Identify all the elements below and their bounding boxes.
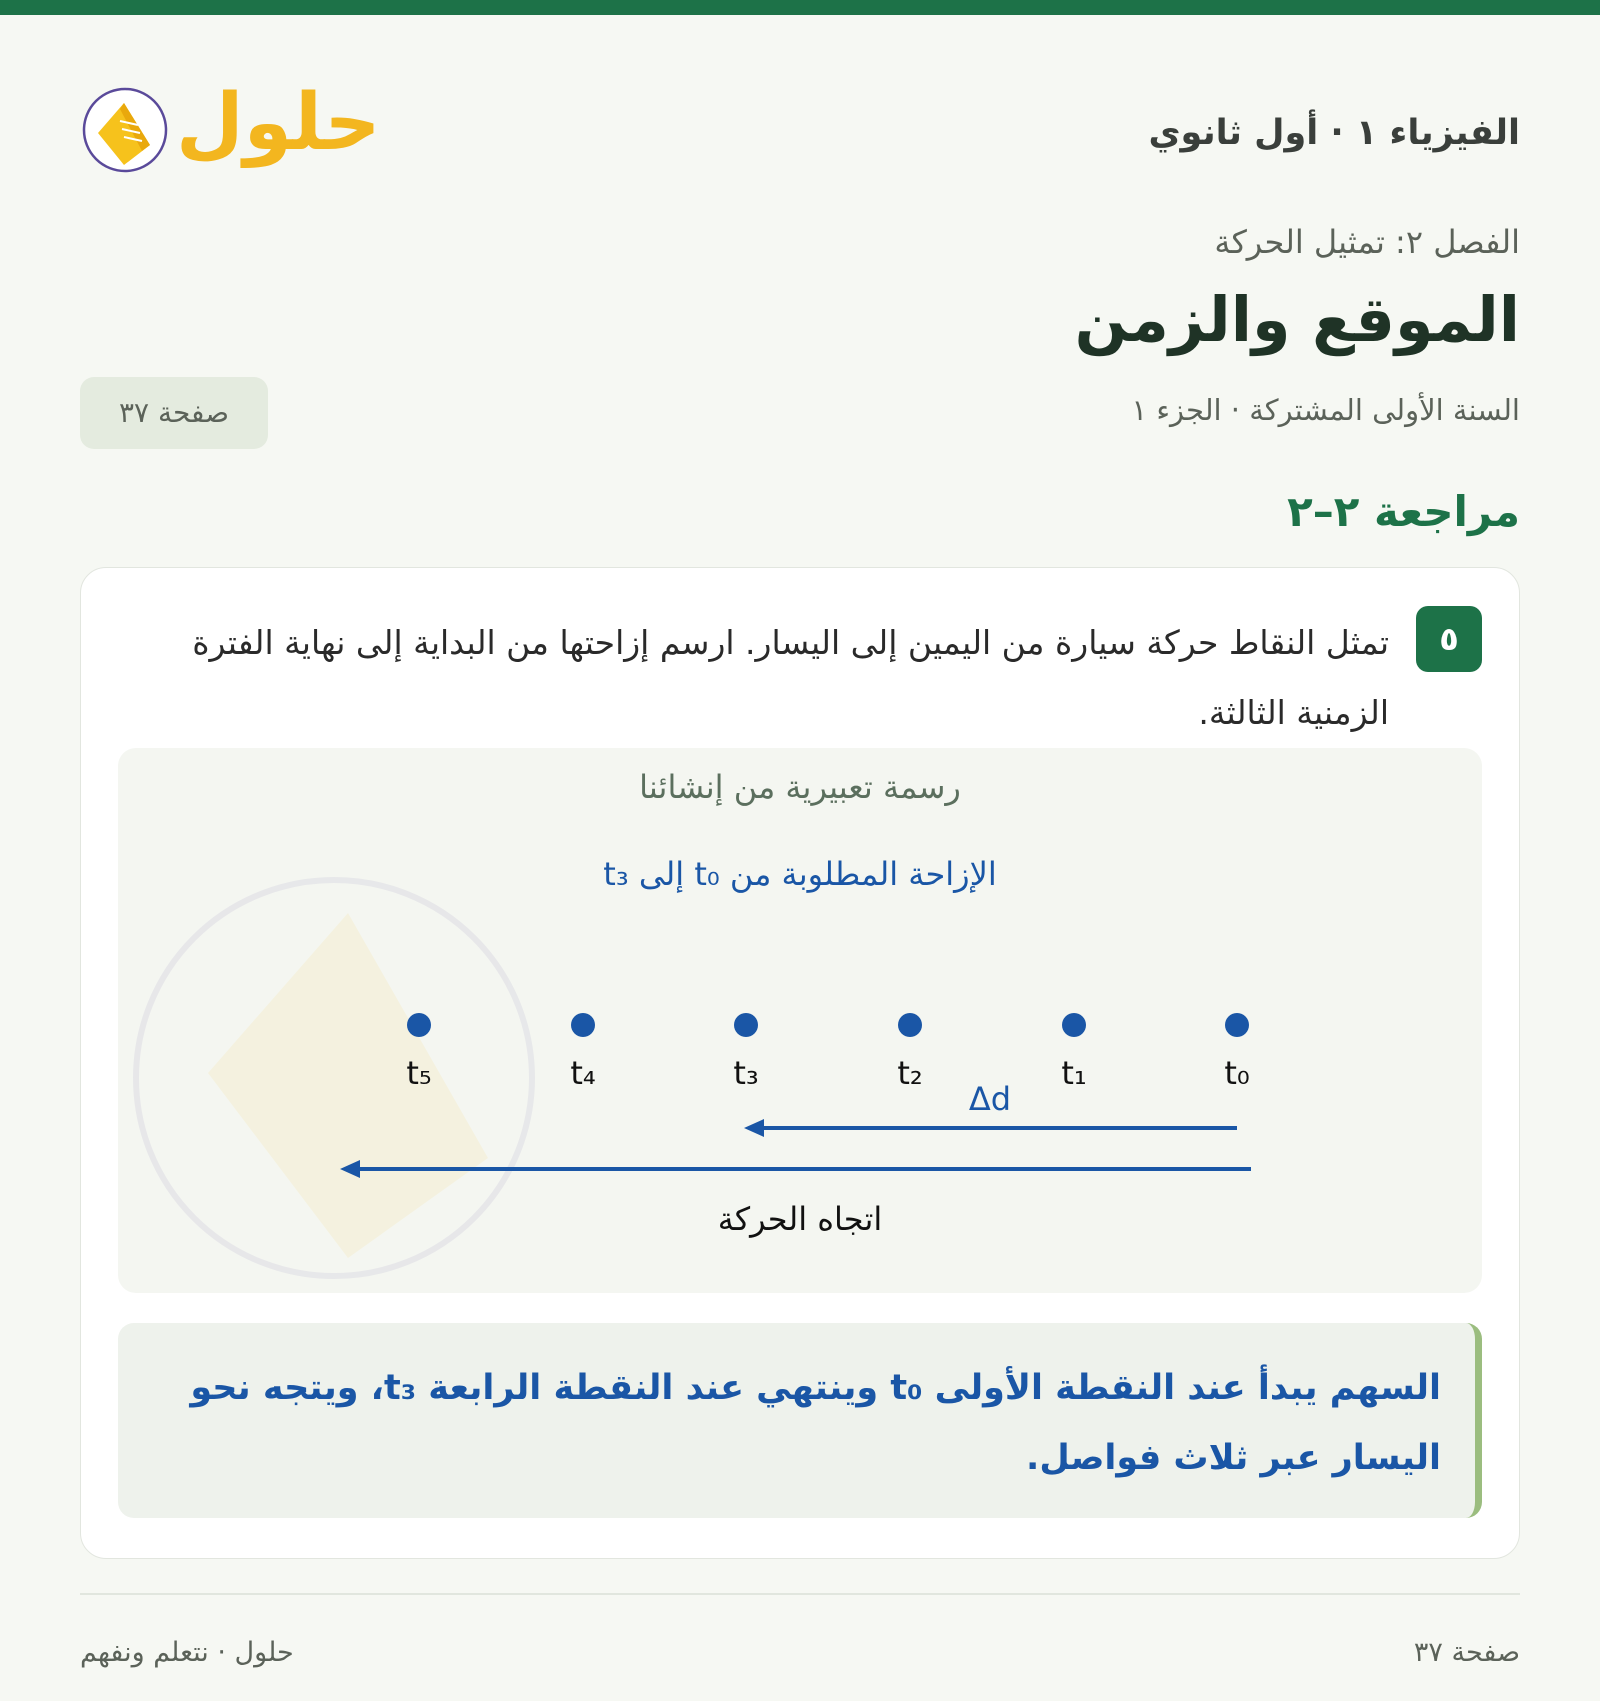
- footer-page-number: صفحة ٣٧: [1413, 1637, 1520, 1668]
- logo-book-icon: [80, 85, 170, 175]
- point-t2: [898, 1013, 922, 1037]
- figure-caption: رسمة تعبيرية من إنشائنا: [639, 768, 961, 806]
- point-t0: [1225, 1013, 1249, 1037]
- logo-wordmark: حلول: [176, 78, 381, 168]
- point-t4: [571, 1013, 595, 1037]
- motion-points: [407, 1013, 1249, 1037]
- top-accent-bar: [0, 0, 1600, 15]
- direction-label: اتجاه الحركة: [717, 1200, 883, 1238]
- question-text: تمثل النقاط حركة سيارة من اليمين إلى اليسار. ارسم إزاحتها من البداية إلى نهاية الفترة الزمنية الثالثة.: [192, 623, 1389, 732]
- book-title: الفيزياء ١ · أول ثانوي: [1148, 113, 1520, 153]
- point-t5: [407, 1013, 431, 1037]
- label-t1: t₁: [1061, 1054, 1087, 1092]
- question-number-badge: ٥: [1416, 606, 1482, 672]
- page: [80, 15, 1520, 1701]
- displacement-label: Δd: [968, 1080, 1012, 1118]
- label-t5: t₅: [406, 1054, 432, 1092]
- question-card: [80, 567, 1520, 1559]
- figure-subtitle: الإزاحة المطلوبة من t₀ إلى t₃: [603, 855, 997, 893]
- point-t3: [734, 1013, 758, 1037]
- displacement-arrow: [744, 1119, 1237, 1137]
- lesson-title: الموقع والزمن: [1074, 283, 1520, 356]
- label-t2: t₂: [897, 1054, 923, 1092]
- review-title: مراجعة ٢–٢: [1287, 487, 1520, 536]
- logo: [80, 73, 381, 183]
- page-badge: صفحة ٣٧: [80, 377, 268, 449]
- watermark-logo: [136, 880, 532, 1276]
- answer-box: [118, 1323, 1482, 1518]
- footer-brand: حلول · نتعلم ونفهم: [80, 1637, 294, 1668]
- motion-diagram: [118, 748, 1482, 1293]
- answer-text: السهم يبدأ عند النقطة الأولى t₀ وينتهي عند النقطة الرابعة t₃، ويتجه نحو اليسار عبر ثلاث فواصل.: [190, 1368, 1441, 1478]
- footer-divider: [80, 1593, 1520, 1595]
- label-t0: t₀: [1224, 1054, 1250, 1092]
- header: [80, 65, 1520, 185]
- diagram-figure: [118, 748, 1482, 1293]
- point-t1: [1062, 1013, 1086, 1037]
- label-t4: t₄: [570, 1054, 596, 1092]
- chapter-label: الفصل ٢: تمثيل الحركة: [1214, 223, 1520, 261]
- lesson-meta: السنة الأولى المشتركة · الجزء ١: [1131, 393, 1520, 427]
- label-t3: t₃: [733, 1054, 759, 1092]
